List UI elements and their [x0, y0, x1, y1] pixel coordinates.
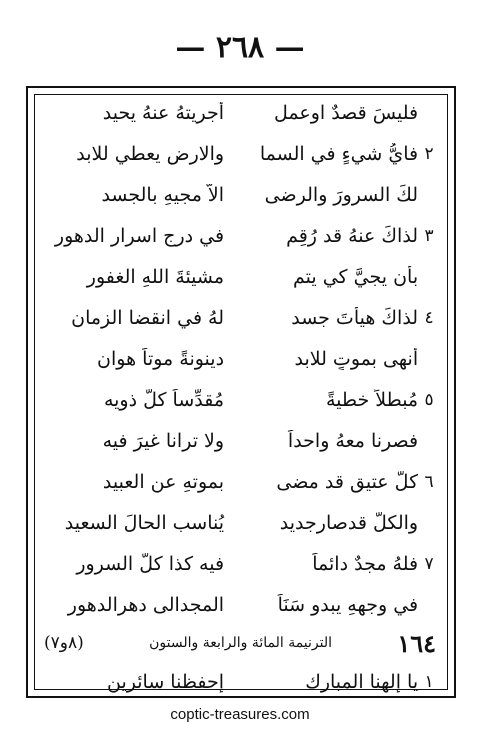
hymn-text	[40, 92, 440, 702]
second-hemistich: والارض يعطي للابد	[76, 142, 225, 165]
verse-number: ١	[424, 671, 434, 692]
first-hemistich: في وجههِ يبدو سَنَاً	[277, 593, 419, 616]
first-hemistich: يا إِلهنا المبارك	[305, 670, 419, 693]
second-hemistich: المجدالى دهرالدهور	[67, 593, 225, 616]
verse-line	[40, 420, 440, 461]
verse-line	[40, 174, 440, 215]
second-hemistich: بموتهِ عن العبيد	[102, 470, 225, 493]
verse-line	[40, 584, 440, 625]
verse-line	[40, 461, 440, 502]
verse-line	[40, 133, 440, 174]
first-hemistich: لذاكَ هيأتَ جسد	[291, 306, 419, 329]
verse-line	[40, 338, 440, 379]
second-hemistich: إِحفظنا سائرين	[107, 670, 225, 693]
hymn-meter: (٨و٧)	[44, 633, 84, 653]
second-hemistich: مُقدِّساً كلَّ ذويه	[103, 388, 225, 411]
verse-number: ٧	[424, 553, 434, 574]
verse-number: ٦	[424, 471, 434, 492]
verse-line	[40, 379, 440, 420]
verse-line	[40, 661, 440, 702]
first-hemistich: والكلُّ قدصارجديد	[279, 511, 419, 534]
hymn-heading	[40, 625, 440, 661]
first-hemistich: بأن يجيَّ كي يتم	[293, 265, 419, 288]
verse-line	[40, 543, 440, 584]
verse-number: ٣	[424, 225, 434, 246]
second-hemistich: الاَّ مجيهِ بالجسد	[101, 183, 225, 206]
second-hemistich: فيه كذا كلُّ السرور	[76, 552, 225, 575]
verse-number: ٤	[424, 307, 434, 328]
first-hemistich: فايُّ شيءٍ في السما	[259, 142, 419, 165]
page-number: — ٢٦٨ —	[175, 30, 305, 65]
first-hemistich: لكَ السرورَ والرضى	[264, 183, 419, 206]
second-hemistich: لهُ في انقضا الزمان	[71, 306, 225, 329]
source-watermark: coptic-treasures.com	[170, 706, 310, 723]
second-hemistich: ولا ترانا غيرَ فيه	[102, 429, 225, 452]
verse-line	[40, 92, 440, 133]
hymn-number: ١٦٤	[397, 628, 436, 658]
verse-line	[40, 256, 440, 297]
first-hemistich: فصرنا معهُ واحداً	[287, 429, 419, 452]
second-hemistich: دينونةً موتاً هوان	[97, 347, 225, 370]
first-hemistich: مُبطلاً خطيةً	[325, 388, 419, 411]
first-hemistich: كلُّ عتيقٍ قد مضى	[276, 470, 419, 493]
verse-number: ٢	[424, 143, 434, 164]
second-hemistich: في درجٍ اسرار الدهور	[54, 224, 225, 247]
first-hemistich: لذاكَ عنهُ قد رُقِم	[286, 224, 419, 247]
verse-number: ٥	[424, 389, 434, 410]
second-hemistich: يُناسب الحالَ السعيد	[64, 511, 225, 534]
first-hemistich: أنهى بموتٍ للابد	[294, 347, 419, 370]
verse-line	[40, 502, 440, 543]
second-hemistich: أجريتهُ عنهُ يحيد	[102, 101, 225, 124]
verse-line	[40, 215, 440, 256]
first-hemistich: فلهُ مجدٌ دائماً	[312, 552, 419, 575]
first-hemistich: فليسَ قصدٌ اوعمل	[274, 101, 419, 124]
hymn-title: الترنيمة المائة والرابعة والستون	[149, 635, 333, 651]
second-hemistich: مشيئةَ اللهِ الغفور	[86, 265, 225, 288]
verse-line	[40, 297, 440, 338]
